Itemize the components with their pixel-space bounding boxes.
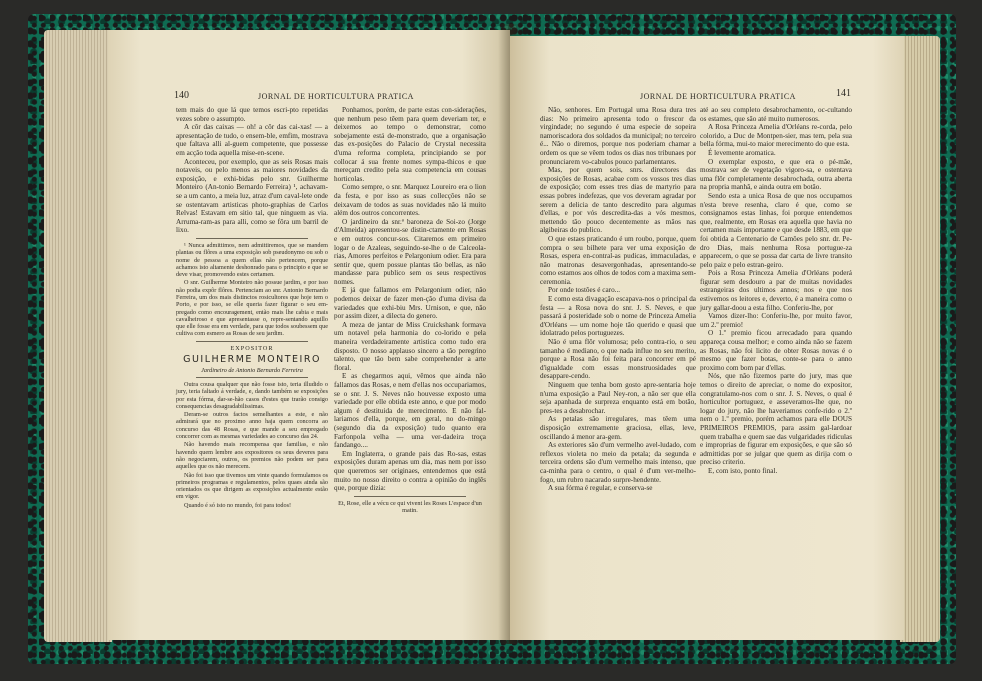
paragraph: Sendo esta a unica Rosa de que nos occupamos n'esta breve resenha, claro é que, como se consignamos estas linhas, foi porque entendemos que, realmente, em Rosas era aquella que havia no certamen mais importante e que desde 1883, em que foi obtida a Centenario de Camões pelo snr. dr. Pe-dro Dias, mais nenhuma Rosa portugue-za apparecem, o que se possa dar carta de livre transito pelo paiz e pelo estran-geiro.: [700, 191, 852, 269]
left-column-2: [334, 106, 486, 514]
right-column-2: [700, 106, 852, 476]
paragraph: Vamos dizer-lho: Conferiu-lhe, por muito favor, um 2.º premio!: [700, 312, 852, 329]
paragraph: A meza de jantar de Miss Cruickshank formava um notavel pela harmonia do co-lorido e pela maneira verdadeiramente artistica como tudo era disposto. O nosso applauso sincero a tão peregrino talento, que tão bem sabe comprehender a arte floral.: [334, 320, 486, 372]
paragraph: Por onde tostões é caro...: [548, 286, 621, 295]
running-head: JORNAL DE HORTICULTURA PRATICA: [640, 92, 796, 101]
exhibitor-label: EXPOSITOR: [230, 344, 274, 352]
paragraph: Em Inglaterra, o grande pais das Ro-sas, estas exposições duram apenas um dia, mas nem por isso que queremos ser originaes, entendemos que está muito no nosso direito o contra a opinião do inglês que, porque dizia:: [334, 449, 486, 493]
paragraph: Deram-se outros factos semelhantes a este, e não admirará que no proximo anno haja quem concorra ao concurso das 48 Rosas, e que mande a seu empregado concorrer com as mesmas variedades ao concurso das 24.: [176, 411, 328, 441]
paragraph: O que estaes praticando é um roubo, porque, quem compra o seu bilhete para ver uma exposição de Rosas, espera en-contral-as pudicas, immaculadas, e não matronas desavergonhadas, apresentando-se como estamos aos olhos de todos com a maxima sem-ceremonia.: [540, 234, 696, 286]
paragraph: O jardineiro da snr.ª baroneza de Soi-zo (Jorge d'Almeida) apresentou-se distin-ctamente em Rosas e em outros concur-sos. Citaremos em primeiro logar o de Azaleas, seguindo-se-lhe o de Calceola-rias, Amores perfeitos e Pelargonium odier. Era para sentir que, quem possue plantas tão bellas, as não mandasse para publico sem os seus respectivos nomes.: [334, 217, 486, 286]
paragraph: Ponhamos, porém, de parte estas con-siderações, que nenhum peso têem para quem deveriam ter, e deixemos ao tempo o demonstrar, como sobejamente está de-monstrado, que a organisação das ex-posições do Palacio de Crystal necessita d'uma reforma completa, principiando se por collocar á sua frente nomes sympa-thicos e que mereçam credito pela sua competencia em cousas horticolas.: [334, 106, 486, 183]
right-page: [510, 36, 904, 640]
paragraph: E, com isto, ponto final.: [708, 466, 778, 475]
paragraph: Não é uma flôr volumosa; pelo contra-rio, o seu tamanho é mediano, o que nada influe no seu merito, porque a Rosa não foi feita para concorrer em pé d'igualdade com essas monstruosidades que desappare-cendo.: [540, 338, 696, 381]
paragraph: Quando é só isto no mundo, foi para todos!: [184, 501, 292, 509]
exhibitor-name: GUILHERME MONTEIRO: [183, 354, 321, 366]
paragraph: A côr das caixas — oh! a côr das cai-xas! — a apresentação de tudo, o ensem-ble, emfim, mostrava que faltava alli al-guem competente, que possesse em acção toda aquella mise-en-scene.: [176, 123, 328, 157]
page-edges-left: [44, 30, 112, 642]
paragraph: O exemplar exposto, e que era o pé-mãe, mostrava ser de vegetação vigoro-sa, e ostentava uma flôr completamente desabrochada, outra aberta na propria manhã, e ainda outra em botão.: [700, 157, 852, 192]
paragraph: Aconteceu, por exemplo, que as seis Rosas mais notaveis, ou pelo menos as maiores novidades da exposição, e exhi-bidas pelo snr. Guilherme Monteiro (An-tonio Bernardo Ferreira) ¹, achavam-se a um canto, a meia luz, atraz d'um caval-lete onde se ostentavam artisticas photo-graphias de Carlos Relvas! Estavam em sitio tal, que ninguem as via. Arruma-ram-as para alli, como se fôra um barril de lixo.: [176, 157, 328, 235]
right-column-1: [540, 106, 696, 493]
divider: [196, 377, 308, 378]
paragraph: tem mais do que lá que temos escri-pto repetidas vezes sobre o assumpto.: [176, 106, 328, 123]
divider: [196, 341, 308, 342]
paragraph: As exteriores são d'um vermelho avel-ludado, com reflexos violeta no meio da petala; da segunda e terceira ordens são d'um vermelho mais intenso, que ca-minha para o centro, o qual é d'um ver-melho-fogo, um rubro nacarado surpre-hendente.: [540, 441, 696, 484]
page-number: 140: [174, 90, 189, 101]
paragraph: Não foi isso que tivemos um vinte quando formulamos os primeiros programas e regulamentos, pelos quaes ainda são orientados os que dirigem as exposições actualmente estão em vigor.: [176, 471, 328, 501]
paragraph: Pois a Rosa Princeza Amelia d'Orléans poderá figurar sem desdouro a par de muitas novidades estrangeiras dos ultimos annos; nos e que nos estivemos os leitores e, deverto, é a maneira como o jury gallar-doou a esta filho. Conferiu-lhe, por: [700, 269, 852, 312]
footnotes: [176, 242, 328, 338]
paragraph: E as chegarmos aqui, vêmos que ainda não fallamos das Rosas, e nem d'ellas nos occupariamos, se o snr. J. S. Neves não houvesse exposto uma variedade por elle obtida este anno, e que por modo algum é destituida de merecimento. E não fal-lariamos d'ella, porque, em geral, no do-mingo (segundo dia da exposição) tudo quanto era Farfonpola velha — uma ver-dadeira troça fandango....: [334, 372, 486, 450]
paragraph: É levemente aromatica.: [708, 148, 776, 157]
paragraph: A sua fórma é regular, e conserva-se: [548, 484, 653, 493]
divider: [196, 238, 308, 239]
paragraph: Mas, por quem sois, snrs. directores das exposições de Rosas, acabae com os vossos tres dias de exposição; com esses tres dias de martyrio para essas pobres indefezas, que vos deveram agradar por serem a delicia de tanto descredito para algumas d'ellas, e por vós descredita-das a vós mesmos, mettendo tão pouco decentemente as mãos nas algibeiras do publico.: [540, 166, 696, 235]
divider: [354, 496, 466, 497]
paragraph: A Rosa Princeza Amelia d'Orléans re-corda, pelo colorido, a Duc de Montpen-sier, mas tem, pela sua bella fórma, mui-to maior merecimento do que esta.: [700, 123, 852, 149]
paragraph: Não, senhores. Em Portugal uma Rosa dura tres dias: No primeiro apresenta todo o frescor da virgindade; no segundo é uma especie de sopeira namoriscadora dos soldados da municipal; no terceiro é... Não o diremos, porque nos poderiam chamar a ordem os que se vêem todos os dias nos tribunaes por pronunciarem vo-cabulos pouco parlamentares.: [540, 106, 696, 166]
left-page: [108, 30, 510, 640]
page-edges-right: [900, 36, 940, 642]
page-number: 141: [836, 88, 851, 99]
footnote: ¹ Nunca admittimos, nem admittiremos, que se mandem plantas ou flôres a uma exposição sob pseudonymo ou sob o nome de pessoa a quem ellas não pertencem, porque achamos isto altamente deshonrado para o principio e que se deve visar, promovendo estes certamen.: [176, 241, 328, 279]
paragraph: Não havendo mais recompensa que familias, e não havendo quem lembre aos expositores os seus deveres para não negociarem, outros, os premios não podem ser para aquelles que os não merecem.: [176, 441, 328, 471]
quote: Et, Rose, elle a vécu ce qui vivent les Roses L'espace d'un matin.: [338, 499, 482, 515]
paragraph: E como esta divagação escapava-nos o principal da festa — a Rosa nova do snr. J. S. Neves, e que passará á posteridade sob o nome de Princeza Amelia d'Orléans — um nome hoje tão querido e quasi que idolatrado pelos portuguezes.: [540, 295, 696, 338]
paragraph: As petalas são irregulares, mas têem uma disposição extremamente graciosa, ellas, leve, oscillando á menor ara-gem.: [540, 415, 696, 441]
paragraph: Nós, que não fizemos parte do jury, mas que temos o direito de apreciar, o nome do expositor, congratulamo-nos com o snr. J. S. Neves, o qual é horticultor portuguez, e asseveramos-lhe que, no logar do jury, não lhe haveriamos confe-rido o 2.º nem o 1.º premio, porém achamos para elle DOUS PRIMEIROS PREMIOS, para assim gal-lardoar quem trabalha e quem sae das vulgaridades ridiculas e improprias de figurar em exposições, e que são só admittidas por se julgar que quem as dirija com o preciso criterio.: [700, 372, 852, 467]
left-column-1: [176, 106, 328, 510]
paragraph: Como sempre, o snr. Marquez Loureiro era o lion da festa, e por isso as suas collecções não se deixavam de todos as suas novidades não lá muito além dos outros concorrentes.: [334, 183, 486, 218]
exhibitor-subtitle: Jardineiro de Antonio Bernardo Ferreira: [201, 366, 303, 374]
paragraph: Ninguem que tenha bom gosto apre-sentaria hoje n'uma exposição a Paul Ney-ron, a não ser que ella seja apanhada de surpreza enquanto está em botão, pres-tes a desabrochar.: [540, 381, 696, 415]
paragraph: O 1.º premio ficou arrecadado para quando appareça cousa melhor; e como ainda não se fazem as Rosas, não foi licito de obter Rosas novas é o mesmo que fazer botas, conte-se para o anno proximo com bom par d'ellas.: [700, 329, 852, 372]
paragraph: Outra cousa qualquer que não fosse isto, teria illudido o jury, teria faltado á verdade, e, dando também se exposições por esta fórma, dar-se-hão casos d'estes que trarão consigo consequencias desagradabilissimas.: [176, 380, 328, 410]
small-text: [176, 381, 328, 509]
paragraph: E já que fallamos em Pelargonium odier, não podemos deixar de fazer men-ção d'uma divisa da variedades que exhi-biu Mrs. Urnison, e que, não por assim dizer, a dilecta do genero.: [334, 286, 486, 321]
paragraph: até ao seu completo desabrochamento, oc-cultando os estames, que são até muito numerosos.: [700, 106, 852, 123]
footnote: O snr. Guilherme Monteiro não possue jardim, e por isso não podia expôr flôres. Pertenciam ao snr. Antonio Bernardo Ferreira, um dos mais distinctos rosicultores que hoje tem o Porto, e por isso, se elle queria fazer figurar o seu em-pregado como encouragement, então mais lhe cabia e mais cavalheiroso e que apresentasse o, repre-sentando aquillo que elle fosse era em verdade, para que todos soubessem que cultiva com esmero as Rosas de seu jardim.: [176, 279, 328, 338]
running-head: JORNAL DE HORTICULTURA PRATICA: [258, 92, 414, 101]
